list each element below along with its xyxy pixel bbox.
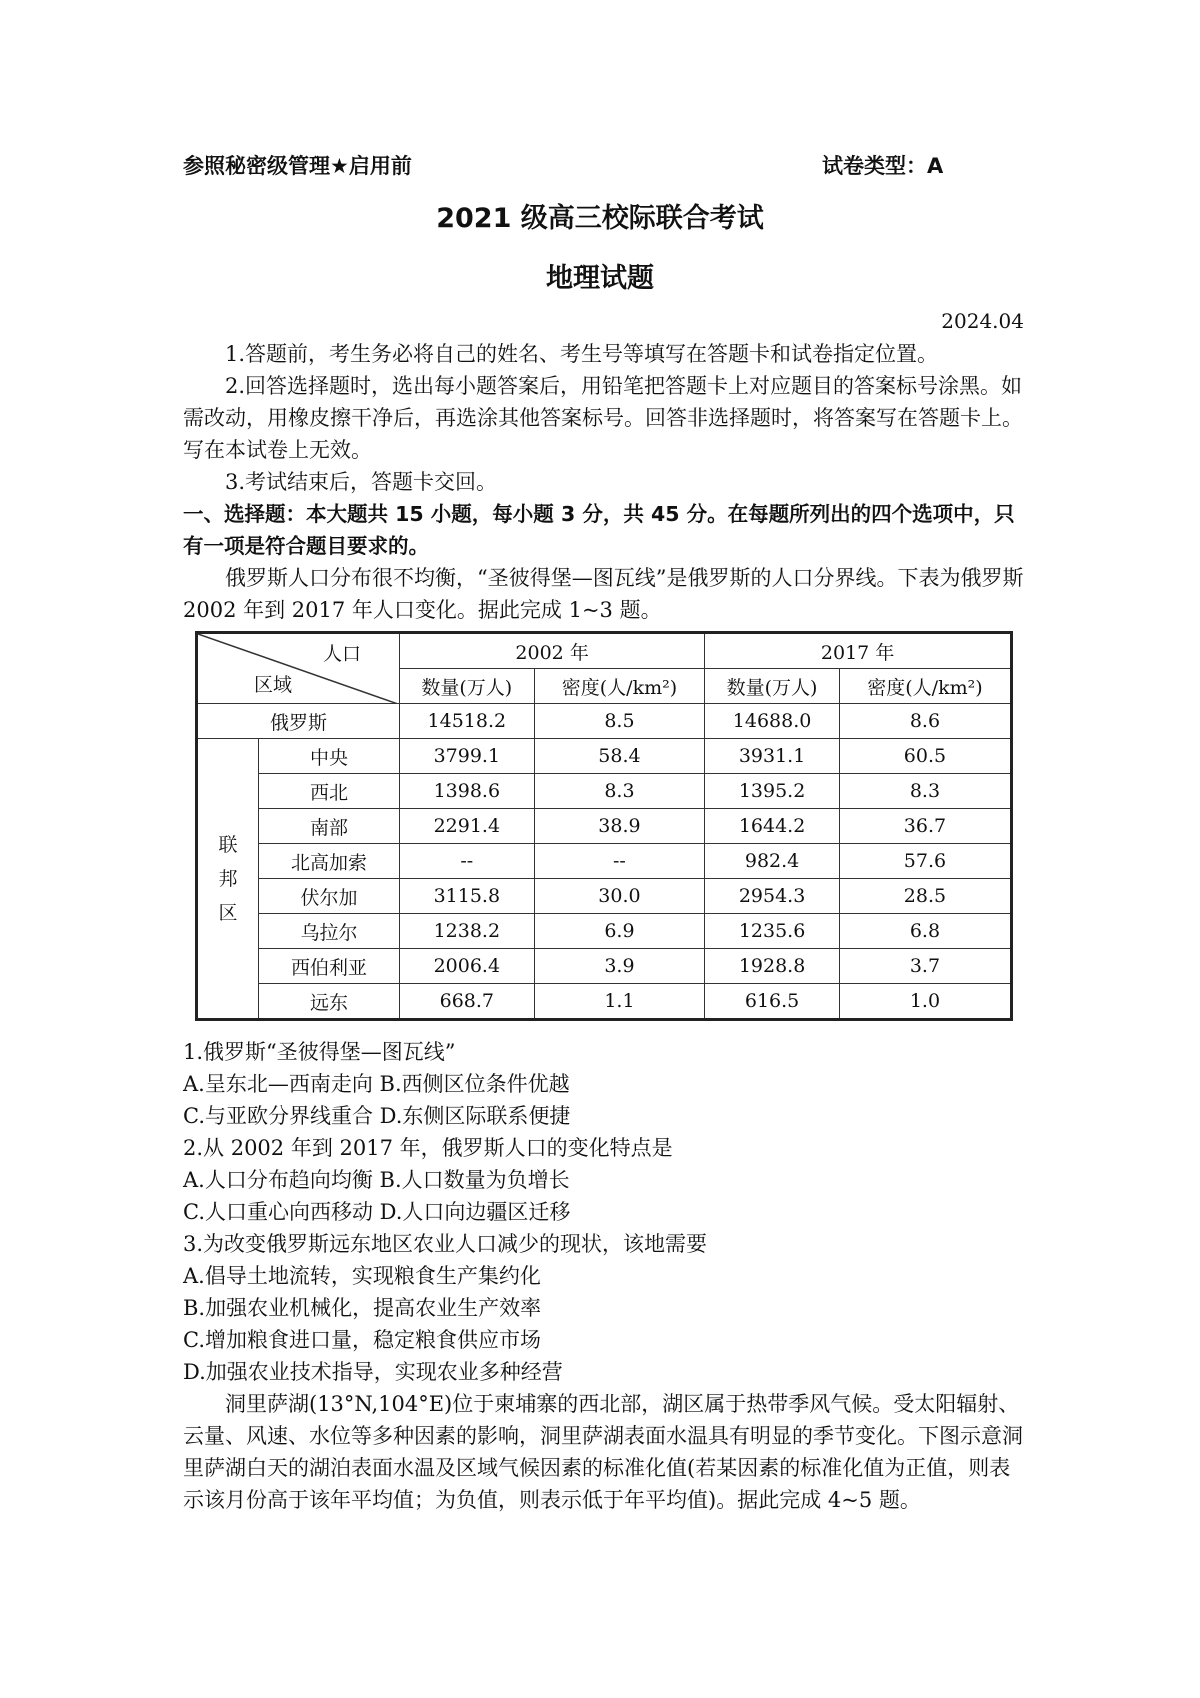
exam-date: 2024.04 (941, 309, 1024, 333)
table-row (197, 949, 1012, 984)
question-2: 2.从 2002 年到 2017 年，俄罗斯人口的变化特点是 (183, 1136, 673, 1160)
table-row (197, 739, 1012, 774)
count-2017-cell: 982.4 (705, 844, 840, 879)
count-2002-cell: 668.7 (400, 984, 535, 1020)
corner-label-population: 人口 (322, 643, 361, 665)
question-1-options-ab: A.呈东北—西南走向 B.西侧区位条件优越 (183, 1072, 570, 1096)
density-2017-cell: 36.7 (839, 809, 1011, 844)
region-cell: 西北 (259, 774, 400, 809)
region-cell: 北高加索 (259, 844, 400, 879)
region-cell: 南部 (259, 809, 400, 844)
instruction-3: 3.考试结束后，答题卡交回。 (225, 470, 498, 494)
count-2017-cell: 3931.1 (705, 739, 840, 774)
subject-title: 地理试题 (546, 263, 654, 294)
count-2017-cell: 616.5 (705, 984, 840, 1020)
question-1: 1.俄罗斯“圣彼得堡—图瓦线” (183, 1040, 456, 1064)
density-2017-cell: 8.3 (839, 774, 1011, 809)
col-header-count-2017: 数量(万人) (705, 669, 840, 704)
density-2002-cell: 8.5 (534, 704, 705, 739)
density-2002-cell: 58.4 (534, 739, 705, 774)
question-2-options-ab: A.人口分布趋向均衡 B.人口数量为负增长 (183, 1168, 570, 1192)
count-2017-cell: 2954.3 (705, 879, 840, 914)
corner-label-region: 区域 (254, 674, 293, 696)
count-2002-cell: 2006.4 (400, 949, 535, 984)
count-2017-cell: 1395.2 (705, 774, 840, 809)
count-2002-cell: 3115.8 (400, 879, 535, 914)
count-2017-cell: 14688.0 (705, 704, 840, 739)
count-2002-cell: -- (400, 844, 535, 879)
instruction-2: 2.回答选择题时，选出每小题答案后，用铅笔把答题卡上对应题目的答案标号涂黑。如需改动，用橡皮擦干净后，再选涂其他答案标号。回答非选择题时，将答案写在答题卡上。写在本试卷上无效。 (183, 374, 1023, 462)
count-2017-cell: 1928.8 (705, 949, 840, 984)
table-corner-cell (197, 633, 400, 704)
density-2017-cell: 28.5 (839, 879, 1011, 914)
density-2017-cell: 6.8 (839, 914, 1011, 949)
table-row (197, 844, 1012, 879)
question-3-option-a: A.倡导土地流转，实现粮食生产集约化 (183, 1264, 541, 1288)
instructions (183, 338, 1025, 626)
density-2017-cell: 60.5 (839, 739, 1011, 774)
question-3-option-d: D.加强农业技术指导，实现农业多种经营 (183, 1360, 563, 1384)
questions-block (183, 1036, 1025, 1516)
table-row (197, 774, 1012, 809)
passage-2: 洞里萨湖(13°N,104°E)位于柬埔寨的西北部，湖区属于热带季风气候。受太阳辐射、云量、风速、水位等多种因素的影响，洞里萨湖表面水温具有明显的季节变化。下图示意洞里萨湖白天的湖泊表面水温及区域气候因素的标准化值(若某因素的标准化值为正值，则表示该月份高于该年平均值；为负值，则表示低于年平均值)。据此完成 4~5 题。 (183, 1392, 1023, 1512)
question-3: 3.为改变俄罗斯远东地区农业人口减少的现状，该地需要 (183, 1232, 708, 1256)
density-2017-cell: 3.7 (839, 949, 1011, 984)
density-2002-cell: 6.9 (534, 914, 705, 949)
question-2-options-cd: C.人口重心向西移动 D.人口向边疆区迁移 (183, 1200, 571, 1224)
density-2002-cell: 3.9 (534, 949, 705, 984)
density-2002-cell: 38.9 (534, 809, 705, 844)
density-2017-cell: 8.6 (839, 704, 1011, 739)
population-table (195, 631, 1013, 1021)
exam-title: 2021 级高三校际联合考试 (436, 203, 764, 234)
table-row-total (197, 704, 1012, 739)
question-1-options-cd: C.与亚欧分界线重合 D.东侧区际联系便捷 (183, 1104, 571, 1128)
count-2002-cell: 1398.6 (400, 774, 535, 809)
count-2002-cell: 14518.2 (400, 704, 535, 739)
region-cell: 乌拉尔 (259, 914, 400, 949)
paper-type-label: 试卷类型：A (822, 154, 944, 178)
density-2002-cell: 8.3 (534, 774, 705, 809)
year-header-2002: 2002 年 (400, 633, 705, 669)
section-heading: 一、选择题：本大题共 15 小题，每小题 3 分，共 45 分。在每题所列出的四个选项中，只有一项是符合题目要求的。 (183, 502, 1015, 558)
secrecy-label: 参照秘密级管理★启用前 (183, 154, 412, 178)
table-row (197, 809, 1012, 844)
passage-1: 俄罗斯人口分布很不均衡，“圣彼得堡—图瓦线”是俄罗斯的人口分界线。下表为俄罗斯 2002 年到 2017 年人口变化。据此完成 1~3 题。 (183, 566, 1024, 622)
region-cell: 中央 (259, 739, 400, 774)
region-cell: 俄罗斯 (197, 704, 400, 739)
region-cell: 远东 (259, 984, 400, 1020)
count-2002-cell: 1238.2 (400, 914, 535, 949)
question-3-option-c: C.增加粮食进口量，稳定粮食供应市场 (183, 1328, 541, 1352)
federal-district-label: 联 邦 区 (197, 739, 259, 1020)
col-header-density-2017: 密度(人/km²) (839, 669, 1011, 704)
density-2002-cell: -- (534, 844, 705, 879)
count-2002-cell: 2291.4 (400, 809, 535, 844)
table-row (197, 879, 1012, 914)
year-header-2017: 2017 年 (705, 633, 1012, 669)
density-2002-cell: 30.0 (534, 879, 705, 914)
instruction-1: 1.答题前，考生务必将自己的姓名、考生号等填写在答题卡和试卷指定位置。 (225, 342, 939, 366)
density-2002-cell: 1.1 (534, 984, 705, 1020)
col-header-count-2002: 数量(万人) (400, 669, 535, 704)
col-header-density-2002: 密度(人/km²) (534, 669, 705, 704)
diagonal-line (198, 634, 398, 704)
region-cell: 伏尔加 (259, 879, 400, 914)
count-2017-cell: 1235.6 (705, 914, 840, 949)
question-3-option-b: B.加强农业机械化，提高农业生产效率 (183, 1296, 542, 1320)
density-2017-cell: 1.0 (839, 984, 1011, 1020)
table-row (197, 984, 1012, 1020)
table-row (197, 914, 1012, 949)
density-2017-cell: 57.6 (839, 844, 1011, 879)
count-2002-cell: 3799.1 (400, 739, 535, 774)
region-cell: 西伯利亚 (259, 949, 400, 984)
count-2017-cell: 1644.2 (705, 809, 840, 844)
